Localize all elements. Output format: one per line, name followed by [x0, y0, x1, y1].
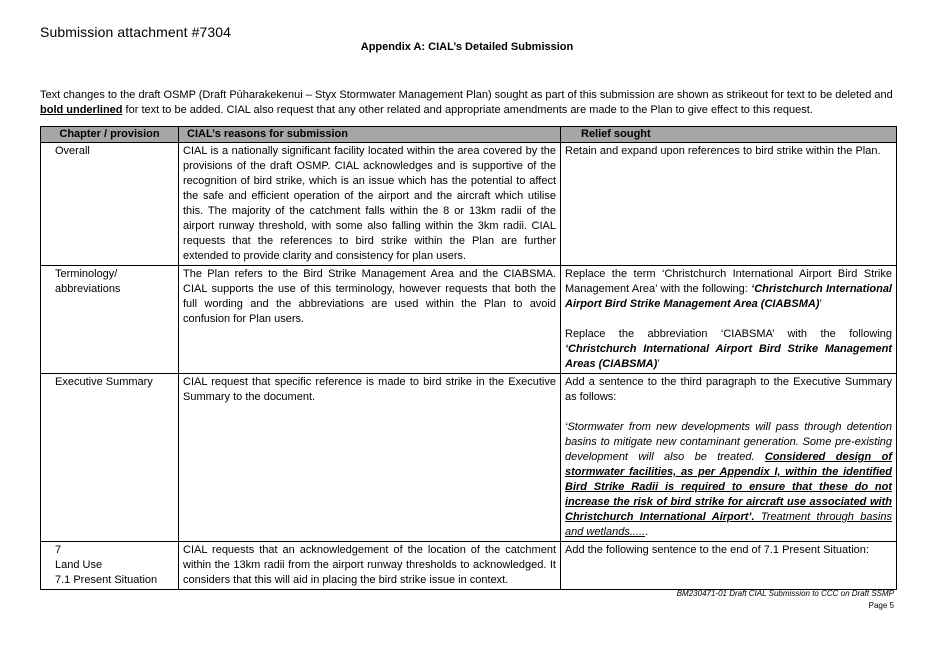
relief-cell: Retain and expand upon references to bird strike within the Plan.: [561, 143, 897, 266]
intro-text-1: Text changes to the draft OSMP (Draft Pūharakekenui – Styx Stormwater Management Plan) sought as part of this submission are shown as strikeout for text to be deleted and: [40, 89, 893, 101]
intro-bold-underlined: bold underlined: [40, 104, 123, 116]
chapter-title: Land Use: [55, 559, 103, 571]
intro-text-2: for text to be added. CIAL also request that any other related and appropriate amendments are made to the Plan to give effect to this request.: [122, 104, 813, 116]
relief-text: .: [645, 526, 649, 538]
relief-quote: [565, 420, 892, 540]
header-relief: Relief sought: [561, 127, 897, 143]
relief-paragraph: [565, 267, 892, 312]
table-header-row: [41, 127, 897, 143]
intro-paragraph: [40, 88, 900, 118]
table-row: [41, 542, 897, 590]
relief-text: Replace the abbreviation ‘CIABSMA’ with the following: [565, 328, 892, 340]
relief-bold-text: ‘Christchurch International Airport Bird Strike Management Areas (CIABSMA): [565, 343, 892, 370]
relief-italic-text: ‘Stormwater from new developments will pass through detention basins to mitigate new contaminant generation. Some pre-existing development will also be treated.: [565, 421, 892, 463]
document-reference: BM230471-01 Draft CIAL Submission to CCC on Draft SSMP: [676, 589, 894, 598]
relief-cell: Add the following sentence to the end of 7.1 Present Situation:: [561, 542, 897, 590]
relief-text: ’: [819, 298, 822, 310]
page-footer: [677, 588, 894, 612]
chapter-cell: Executive Summary: [41, 374, 179, 542]
appendix-title: Appendix A: CIAL’s Detailed Submission: [360, 41, 574, 53]
submission-attachment-label: Submission attachment #7304: [40, 24, 232, 40]
submission-table: [40, 126, 897, 590]
reason-cell: CIAL request that specific reference is made to bird strike in the Executive Summary to the document.: [179, 374, 561, 542]
reason-cell: CIAL requests that an acknowledgement of the location of the catchment within the 13km radii from the airport runway thresholds to acknowledged. It considers that this will aid in placing the bird strike issue in context.: [179, 542, 561, 590]
reason-cell: The Plan refers to the Bird Strike Management Area and the CIABSMA. CIAL supports the use of this terminology, however requests that both the full wording and the abbreviations are used within the Plan to avoid confusion for Plan users.: [179, 266, 561, 374]
relief-added-text: Considered design of stormwater facilities, as per Appendix I, within the identified Bird Strike Radii is required to ensure that these do not increase the risk of bird strike for aircraft use associated with Christchurch International Airport’.: [565, 451, 892, 523]
chapter-cell: [41, 542, 179, 590]
chapter-cell: Overall: [41, 143, 179, 266]
table-row: [41, 266, 897, 374]
relief-text: Replace the term ‘Christchurch International Airport Bird Strike Management Area’ with the following:: [565, 268, 892, 295]
chapter-number: 7: [55, 544, 62, 556]
relief-text: ’: [657, 358, 660, 370]
relief-bold-text: ‘Christchurch International Airport Bird Strike Management Area (CIABSMA): [565, 283, 892, 310]
chapter-subsection: 7.1 Present Situation: [55, 574, 158, 586]
reason-cell: CIAL is a nationally significant facility located within the area covered by the provisions of the draft OSMP. CIAL acknowledges and is supportive of the recognition of bird strike, which is an issue which has the potential to affect the safe and efficient operation of the airport and the aircraft which utilise this. The majority of the catchment falls within the 8 or 13km radii of the airport runway threshold, with some also falling within the 3km radii. CIAL requests that the references to bird strike within the Plan are further extended to provide clarity and consistency for plan users.: [179, 143, 561, 266]
header-reasons: CIAL’s reasons for submission: [179, 127, 561, 143]
header-chapter: Chapter / provision: [41, 127, 179, 143]
relief-cell: [561, 266, 897, 374]
page-number: Page 5: [868, 601, 894, 610]
table-row: [41, 374, 897, 542]
relief-italic-text: Treatment through basins and wetlands.....: [565, 511, 892, 538]
relief-paragraph: [565, 327, 892, 372]
chapter-cell: Terminology/ abbreviations: [41, 266, 179, 374]
relief-cell: [561, 374, 897, 542]
table-row: [41, 143, 897, 266]
relief-paragraph: Add a sentence to the third paragraph to the Executive Summary as follows:: [565, 376, 892, 403]
